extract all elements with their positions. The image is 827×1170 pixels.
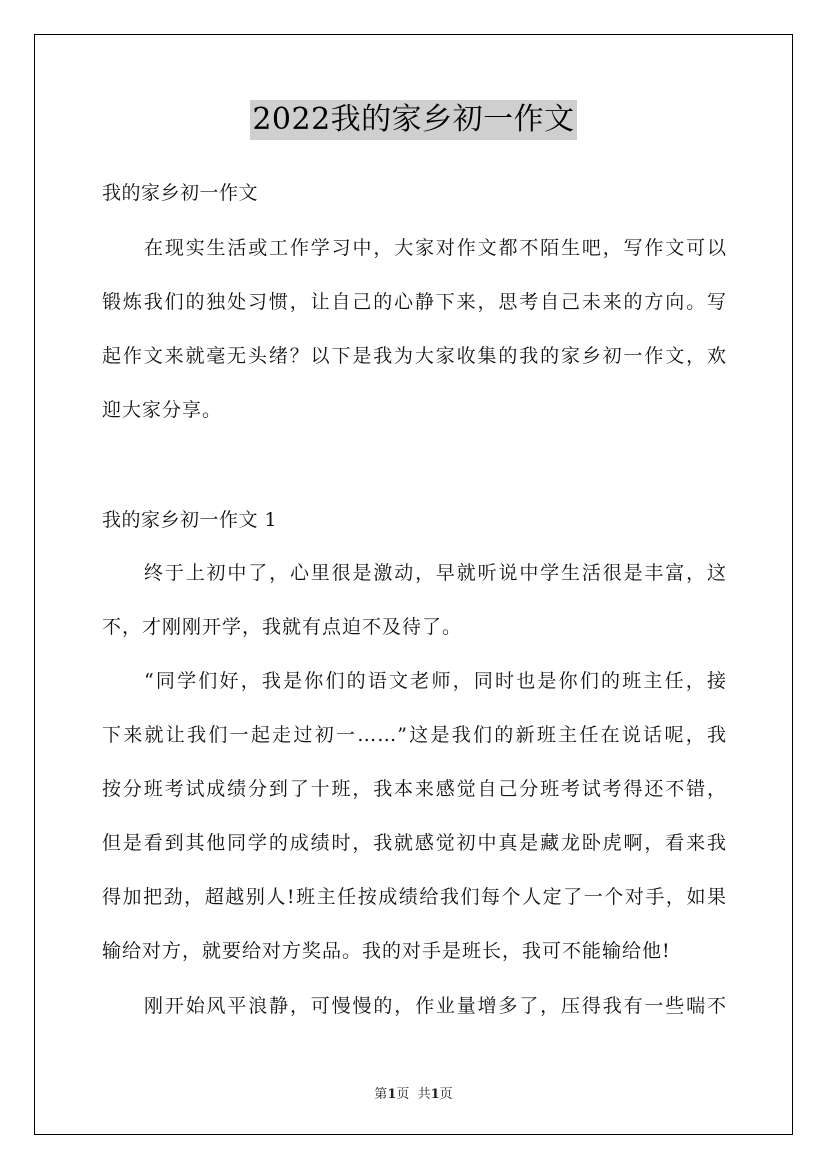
p1-line-2: 不，才刚刚开学，我就有点迫不及待了。 [102,616,463,638]
intro-line-3: 起作文来就毫无头绪？以下是我为大家收集的我的家乡初一作文，欢 [102,345,727,367]
p2-line-6: 输给对方，就要给对方奖品。我的对手是班长，我可不能输给他! [102,940,671,962]
footer-page-number: 1 [387,1087,397,1102]
section-title: 我的家乡初一作文 1 [102,509,278,531]
title-container [0,100,827,140]
p2-line-2: 下来就让我们一起走过初一……”这是我们的新班主任在说话呢，我 [102,724,727,746]
footer-page-mid: 页 共 [396,1087,431,1102]
p2-line-5: 得加把劲，超越别人!班主任按成绩给我们每个人定了一个对手，如果 [102,886,727,908]
intro-line-2: 锻炼我们的独处习惯，让自己的心静下来，思考自己未来的方向。写 [102,291,727,313]
p2-line-3: 按分班考试成绩分到了十班，我本来感觉自己分班考试考得还不错， [102,778,727,800]
footer-page-suffix: 页 [439,1087,453,1102]
subtitle: 我的家乡初一作文 [102,182,259,204]
page-footer [0,1083,827,1102]
intro-line-1: 在现实生活或工作学习中，大家对作文都不陌生吧，写作文可以 [144,237,727,259]
p2-line-1: “同学们好，我是你们的语文老师，同时也是你们的班主任，接 [144,670,727,692]
p1-line-1: 终于上初中了，心里很是激动，早就听说中学生活很是丰富，这 [144,562,727,584]
footer-page-prefix: 第 [374,1087,388,1102]
intro-line-4: 迎大家分享。 [102,399,223,421]
footer-total-pages: 1 [430,1087,440,1102]
p2-line-4: 但是看到其他同学的成绩时，我就感觉初中真是藏龙卧虎啊，看来我 [102,832,727,854]
p3-line-1: 刚开始风平浪静，可慢慢的，作业量增多了，压得我有一些喘不 [144,995,727,1017]
document-title: 2022我的家乡初一作文 [250,100,576,140]
